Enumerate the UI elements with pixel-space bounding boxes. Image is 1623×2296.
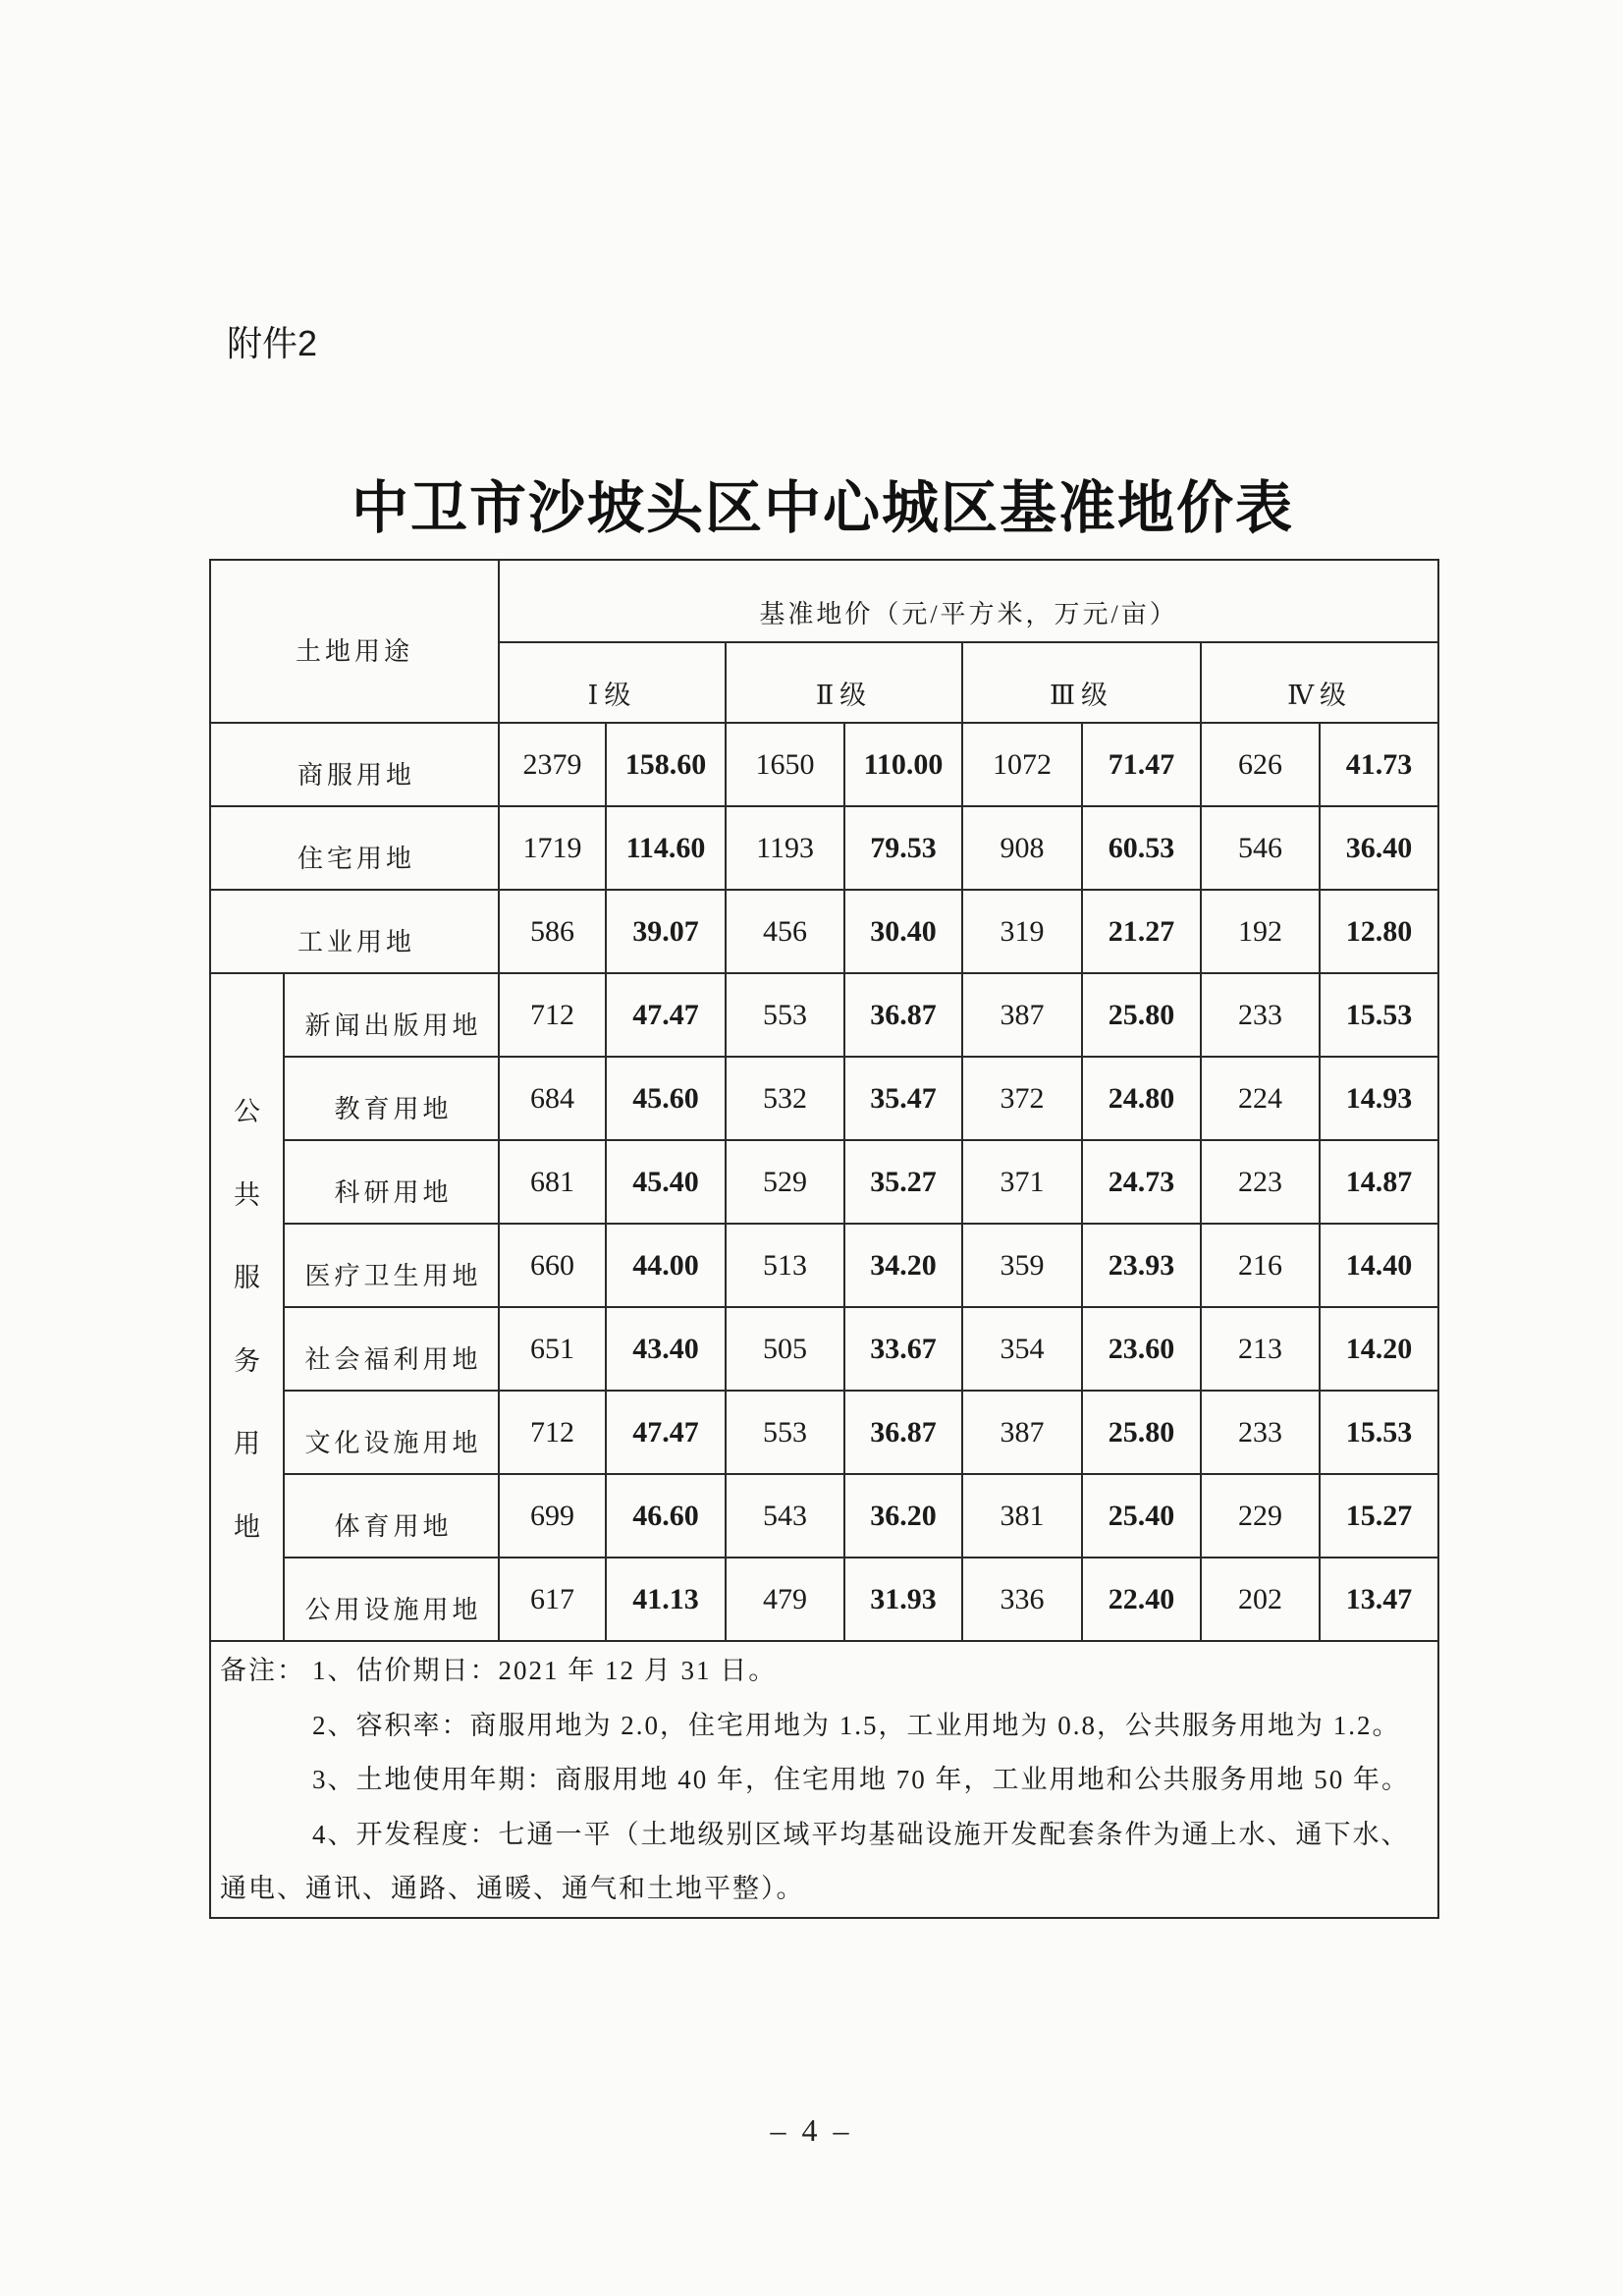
level-3-wan-yuan-per-mu: 23.60 xyxy=(1082,1307,1201,1391)
level-3-yuan-per-sqm: 387 xyxy=(962,1391,1082,1474)
level-4-yuan-per-sqm: 223 xyxy=(1201,1140,1320,1224)
table-row xyxy=(210,1558,1438,1641)
level-1-wan-yuan-per-mu: 45.60 xyxy=(606,1057,726,1140)
level-1-yuan-per-sqm: 2379 xyxy=(499,723,606,806)
level-4-wan-yuan-per-mu: 15.53 xyxy=(1320,973,1438,1057)
level-2-yuan-per-sqm: 543 xyxy=(726,1474,844,1558)
level-4-yuan-per-sqm: 233 xyxy=(1201,1391,1320,1474)
public-service-group-cell xyxy=(210,973,284,1641)
level-1-wan-yuan-per-mu: 45.40 xyxy=(606,1140,726,1224)
level-1-yuan-per-sqm: 681 xyxy=(499,1140,606,1224)
level-4-yuan-per-sqm: 202 xyxy=(1201,1558,1320,1641)
level-2-wan-yuan-per-mu: 31.93 xyxy=(844,1558,962,1641)
level-2-yuan-per-sqm: 532 xyxy=(726,1057,844,1140)
page-number: – 4 – xyxy=(770,2112,853,2148)
table-row xyxy=(210,723,1438,806)
level-1-yuan-per-sqm: 617 xyxy=(499,1558,606,1641)
notes-label: 备注： xyxy=(220,1656,305,1685)
table-row xyxy=(210,1391,1438,1474)
level-3-yuan-per-sqm: 372 xyxy=(962,1057,1082,1140)
level-4-wan-yuan-per-mu: 14.87 xyxy=(1320,1140,1438,1224)
level-3-wan-yuan-per-mu: 21.27 xyxy=(1082,890,1201,973)
table-row xyxy=(210,1140,1438,1224)
land-use-label: 住宅用地 xyxy=(210,806,499,890)
level-3-yuan-per-sqm: 387 xyxy=(962,973,1082,1057)
level-1-wan-yuan-per-mu: 44.00 xyxy=(606,1224,726,1307)
level-1-yuan-per-sqm: 699 xyxy=(499,1474,606,1558)
land-use-header: 土地用途 xyxy=(210,560,499,723)
land-use-label: 教育用地 xyxy=(284,1057,499,1140)
level-1-wan-yuan-per-mu: 39.07 xyxy=(606,890,726,973)
notes-row xyxy=(210,1641,1438,1918)
level-4-wan-yuan-per-mu: 15.53 xyxy=(1320,1391,1438,1474)
level-2-wan-yuan-per-mu: 79.53 xyxy=(844,806,962,890)
level-3-yuan-per-sqm: 371 xyxy=(962,1140,1082,1224)
land-use-label: 公用设施用地 xyxy=(284,1558,499,1641)
level-1-yuan-per-sqm: 712 xyxy=(499,973,606,1057)
level-1-yuan-per-sqm: 1719 xyxy=(499,806,606,890)
level-2-yuan-per-sqm: 529 xyxy=(726,1140,844,1224)
level-2-yuan-per-sqm: 456 xyxy=(726,890,844,973)
level-4-yuan-per-sqm: 192 xyxy=(1201,890,1320,973)
level-4-yuan-per-sqm: 233 xyxy=(1201,973,1320,1057)
level-4-yuan-per-sqm: 216 xyxy=(1201,1224,1320,1307)
level-3-yuan-per-sqm: 908 xyxy=(962,806,1082,890)
land-price-table xyxy=(209,559,1439,1919)
level-4-yuan-per-sqm: 229 xyxy=(1201,1474,1320,1558)
level-3-wan-yuan-per-mu: 24.73 xyxy=(1082,1140,1201,1224)
land-use-label: 科研用地 xyxy=(284,1140,499,1224)
table-row xyxy=(210,1307,1438,1391)
land-use-label: 社会福利用地 xyxy=(284,1307,499,1391)
level-2-wan-yuan-per-mu: 36.20 xyxy=(844,1474,962,1558)
level-2-wan-yuan-per-mu: 36.87 xyxy=(844,973,962,1057)
land-use-label: 商服用地 xyxy=(210,723,499,806)
level-4-wan-yuan-per-mu: 14.93 xyxy=(1320,1057,1438,1140)
level-2-yuan-per-sqm: 1650 xyxy=(726,723,844,806)
level-1-yuan-per-sqm: 684 xyxy=(499,1057,606,1140)
notes-cell xyxy=(210,1641,1438,1918)
document-title: 中卫市沙坡头区中心城区基准地价表 xyxy=(351,476,1294,540)
level-2-yuan-per-sqm: 513 xyxy=(726,1224,844,1307)
public-service-group-label: 公共服务用地 xyxy=(233,1097,260,1542)
level-4-yuan-per-sqm: 626 xyxy=(1201,723,1320,806)
level-3-yuan-per-sqm: 354 xyxy=(962,1307,1082,1391)
level-3-header: Ⅲ级 xyxy=(962,642,1201,723)
level-3-wan-yuan-per-mu: 25.80 xyxy=(1082,973,1201,1057)
level-4-yuan-per-sqm: 224 xyxy=(1201,1057,1320,1140)
level-3-yuan-per-sqm: 359 xyxy=(962,1224,1082,1307)
level-4-wan-yuan-per-mu: 15.27 xyxy=(1320,1474,1438,1558)
table-row xyxy=(210,1224,1438,1307)
level-3-yuan-per-sqm: 381 xyxy=(962,1474,1082,1558)
table-row xyxy=(210,890,1438,973)
level-3-wan-yuan-per-mu: 25.40 xyxy=(1082,1474,1201,1558)
level-2-wan-yuan-per-mu: 33.67 xyxy=(844,1307,962,1391)
level-2-wan-yuan-per-mu: 35.47 xyxy=(844,1057,962,1140)
level-4-yuan-per-sqm: 546 xyxy=(1201,806,1320,890)
level-3-wan-yuan-per-mu: 60.53 xyxy=(1082,806,1201,890)
note-item-3: 3、土地使用年期：商服用地 40 年，住宅用地 70 年，工业用地和公共服务用地 50 年。 xyxy=(312,1765,1410,1794)
level-1-yuan-per-sqm: 651 xyxy=(499,1307,606,1391)
header-row-1 xyxy=(210,560,1438,642)
level-1-wan-yuan-per-mu: 43.40 xyxy=(606,1307,726,1391)
level-4-wan-yuan-per-mu: 41.73 xyxy=(1320,723,1438,806)
level-2-yuan-per-sqm: 479 xyxy=(726,1558,844,1641)
level-2-wan-yuan-per-mu: 35.27 xyxy=(844,1140,962,1224)
level-4-wan-yuan-per-mu: 12.80 xyxy=(1320,890,1438,973)
table-row xyxy=(210,806,1438,890)
level-3-wan-yuan-per-mu: 23.93 xyxy=(1082,1224,1201,1307)
table-row xyxy=(210,1474,1438,1558)
level-4-wan-yuan-per-mu: 14.40 xyxy=(1320,1224,1438,1307)
land-use-label: 工业用地 xyxy=(210,890,499,973)
table-row xyxy=(210,973,1438,1057)
attachment-label: 附件2 xyxy=(227,323,318,363)
note-item-2: 2、容积率：商服用地为 2.0，住宅用地为 1.5，工业用地为 0.8，公共服务用地为 1.2。 xyxy=(312,1710,1401,1740)
level-3-yuan-per-sqm: 336 xyxy=(962,1558,1082,1641)
level-3-wan-yuan-per-mu: 71.47 xyxy=(1082,723,1201,806)
note-item-1-text: 1、估价期日：2021 年 12 月 31 日。 xyxy=(312,1656,778,1685)
level-2-yuan-per-sqm: 505 xyxy=(726,1307,844,1391)
level-2-header: Ⅱ级 xyxy=(726,642,962,723)
level-1-wan-yuan-per-mu: 47.47 xyxy=(606,1391,726,1474)
level-3-wan-yuan-per-mu: 22.40 xyxy=(1082,1558,1201,1641)
level-2-yuan-per-sqm: 1193 xyxy=(726,806,844,890)
level-4-wan-yuan-per-mu: 14.20 xyxy=(1320,1307,1438,1391)
table-row xyxy=(210,1057,1438,1140)
level-1-wan-yuan-per-mu: 114.60 xyxy=(606,806,726,890)
level-2-wan-yuan-per-mu: 110.00 xyxy=(844,723,962,806)
level-3-wan-yuan-per-mu: 24.80 xyxy=(1082,1057,1201,1140)
land-use-label: 新闻出版用地 xyxy=(284,973,499,1057)
level-3-yuan-per-sqm: 1072 xyxy=(962,723,1082,806)
level-1-wan-yuan-per-mu: 47.47 xyxy=(606,973,726,1057)
level-4-wan-yuan-per-mu: 36.40 xyxy=(1320,806,1438,890)
level-2-wan-yuan-per-mu: 30.40 xyxy=(844,890,962,973)
level-4-yuan-per-sqm: 213 xyxy=(1201,1307,1320,1391)
land-use-label: 体育用地 xyxy=(284,1474,499,1558)
level-2-yuan-per-sqm: 553 xyxy=(726,973,844,1057)
level-2-wan-yuan-per-mu: 36.87 xyxy=(844,1391,962,1474)
note-item-4: 4、开发程度：七通一平（土地级别区域平均基础设施开发配套条件为通上水、通下水、通电、通讯、通路、通暖、通气和土地平整）。 xyxy=(220,1819,1410,1903)
level-1-wan-yuan-per-mu: 158.60 xyxy=(606,723,726,806)
level-1-header: Ⅰ级 xyxy=(499,642,726,723)
level-1-yuan-per-sqm: 660 xyxy=(499,1224,606,1307)
land-use-label: 医疗卫生用地 xyxy=(284,1224,499,1307)
level-1-wan-yuan-per-mu: 41.13 xyxy=(606,1558,726,1641)
level-4-header: Ⅳ级 xyxy=(1201,642,1438,723)
note-item-1 xyxy=(220,1644,1437,1699)
level-3-yuan-per-sqm: 319 xyxy=(962,890,1082,973)
level-4-wan-yuan-per-mu: 13.47 xyxy=(1320,1558,1438,1641)
level-2-yuan-per-sqm: 553 xyxy=(726,1391,844,1474)
land-use-label: 文化设施用地 xyxy=(284,1391,499,1474)
level-1-wan-yuan-per-mu: 46.60 xyxy=(606,1474,726,1558)
price-header: 基准地价（元/平方米，万元/亩） xyxy=(499,560,1438,642)
level-1-yuan-per-sqm: 586 xyxy=(499,890,606,973)
level-1-yuan-per-sqm: 712 xyxy=(499,1391,606,1474)
level-2-wan-yuan-per-mu: 34.20 xyxy=(844,1224,962,1307)
level-3-wan-yuan-per-mu: 25.80 xyxy=(1082,1391,1201,1474)
